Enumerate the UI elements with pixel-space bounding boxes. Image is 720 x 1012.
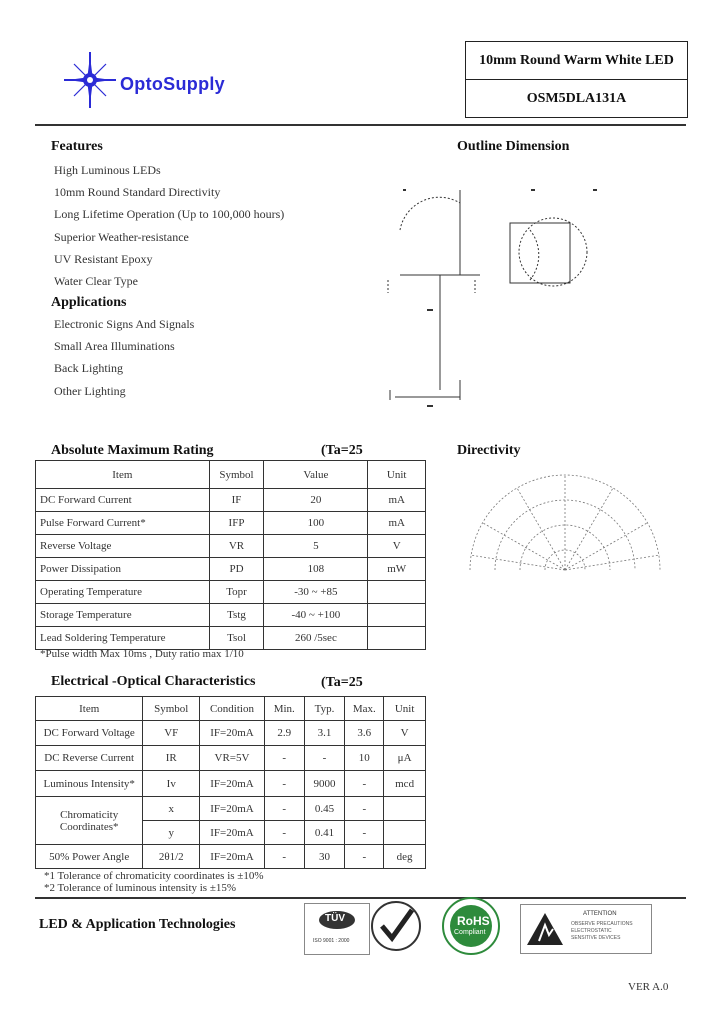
- cell: deg: [384, 845, 426, 869]
- feature-item: Water Clear Type: [54, 274, 138, 288]
- electro-note: *1 Tolerance of chromaticity coordinates is ±10%: [44, 870, 264, 882]
- cell: Pulse Forward Current*: [36, 512, 210, 535]
- directivity-heading: Directivity: [457, 443, 521, 458]
- cell: 2.9: [264, 721, 304, 746]
- column-header: Unit: [368, 461, 426, 489]
- esd-warning-icon: [525, 911, 565, 947]
- cell: [368, 604, 426, 627]
- application-item: Electronic Signs And Signals: [54, 317, 195, 331]
- table-row: [36, 581, 426, 604]
- cell: -30 ~ +85: [264, 581, 368, 604]
- cell: Tsol: [209, 627, 264, 650]
- column-header: Condition: [200, 697, 265, 721]
- cell: VR=5V: [200, 746, 265, 771]
- column-header: Symbol: [209, 461, 264, 489]
- column-header: Value: [264, 461, 368, 489]
- part-number: OSM5DLA131A: [466, 79, 687, 117]
- cell: IF=20mA: [200, 721, 265, 746]
- iso-text: ISO 9001 : 2000: [313, 938, 350, 944]
- cell: mcd: [384, 771, 426, 797]
- cell: 20: [264, 489, 368, 512]
- cell: Iv: [143, 771, 200, 797]
- cell: IR: [143, 746, 200, 771]
- tuv-text: TÜV: [325, 913, 345, 924]
- cell: -: [345, 771, 384, 797]
- feature-item: High Luminous LEDs: [54, 163, 161, 177]
- outline-drawing: [385, 185, 610, 415]
- column-header: Min.: [264, 697, 304, 721]
- chroma-label-line: Coordinates*: [59, 820, 119, 833]
- abs-max-heading: Absolute Maximum Rating: [51, 443, 214, 458]
- column-header: Unit: [384, 697, 426, 721]
- table-row: [36, 746, 426, 771]
- cell: 3.6: [345, 721, 384, 746]
- column-header: Item: [36, 461, 210, 489]
- table-row: [36, 604, 426, 627]
- cell: Lead Soldering Temperature: [36, 627, 210, 650]
- cell: 10: [345, 746, 384, 771]
- product-title: 10mm Round Warm White LED: [479, 52, 674, 68]
- cell: mA: [368, 512, 426, 535]
- cell: -: [345, 797, 384, 821]
- cell: -: [264, 746, 304, 771]
- version-label: VER A.0: [628, 981, 669, 993]
- cell: 30: [304, 845, 345, 869]
- cell: Storage Temperature: [36, 604, 210, 627]
- column-header: Typ.: [304, 697, 345, 721]
- cell: 0.45: [304, 797, 345, 821]
- cell: IFP: [209, 512, 264, 535]
- feature-item: UV Resistant Epoxy: [54, 252, 153, 266]
- cell: 2θ1/2: [143, 845, 200, 869]
- cell: Topr: [209, 581, 264, 604]
- cell: IF=20mA: [200, 845, 265, 869]
- cell: y: [143, 821, 200, 845]
- application-item: Other Lighting: [54, 384, 126, 398]
- brand-name: OptoSupply: [120, 74, 225, 94]
- electro-note: *2 Tolerance of luminous intensity is ±15%: [44, 882, 237, 894]
- cell: DC Forward Current: [36, 489, 210, 512]
- cell: μA: [384, 746, 426, 771]
- cell: -: [345, 845, 384, 869]
- chroma-label-line: Chromaticity: [60, 808, 119, 821]
- cell: [384, 821, 426, 845]
- attention-line: ELECTROSTATIC: [571, 928, 612, 934]
- cell: Operating Temperature: [36, 581, 210, 604]
- cell: V: [368, 535, 426, 558]
- cell: 100: [264, 512, 368, 535]
- tuv-iso-badge: [304, 903, 370, 955]
- cell: Reverse Voltage: [36, 535, 210, 558]
- abs-max-table: [35, 460, 426, 650]
- cell: VF: [143, 721, 200, 746]
- cell: DC Forward Voltage: [36, 721, 143, 746]
- cell: -: [264, 771, 304, 797]
- cell: x: [143, 797, 200, 821]
- cell: mA: [368, 489, 426, 512]
- applications-heading: Applications: [51, 295, 127, 310]
- feature-item: Superior Weather-resistance: [54, 230, 189, 244]
- cell: PD: [209, 558, 264, 581]
- table-row: [36, 512, 426, 535]
- feature-item: Long Lifetime Operation (Up to 100,000 hours): [54, 207, 285, 221]
- feature-item: 10mm Round Standard Directivity: [54, 185, 221, 199]
- electro-heading: Electrical -Optical Characteristics: [51, 674, 256, 689]
- cell: [368, 581, 426, 604]
- cell: -: [264, 797, 304, 821]
- company-name: LED & Application Technologies: [39, 917, 236, 932]
- esd-attention-label: [520, 904, 652, 954]
- checkmark-badge-icon: [370, 900, 422, 952]
- cell: -: [345, 821, 384, 845]
- cell: 5: [264, 535, 368, 558]
- table-row: [36, 489, 426, 512]
- rohs-text: RoHS: [457, 914, 490, 928]
- table-row: [36, 797, 426, 821]
- chroma-cell: [36, 797, 143, 845]
- cell: 9000: [304, 771, 345, 797]
- cell: -40 ~ +100: [264, 604, 368, 627]
- application-item: Small Area Illuminations: [54, 339, 175, 353]
- cell: VR: [209, 535, 264, 558]
- abs-max-condition: (Ta=25: [321, 443, 363, 458]
- cell: IF=20mA: [200, 797, 265, 821]
- header-divider: [35, 124, 686, 126]
- table-row: [36, 558, 426, 581]
- cell: DC Reverse Current: [36, 746, 143, 771]
- cell: [368, 627, 426, 650]
- rohs-sub-text: Compliant: [454, 929, 486, 936]
- table-row: [36, 627, 426, 650]
- cell: -: [304, 746, 345, 771]
- features-heading: Features: [51, 139, 103, 154]
- directivity-diagram: [465, 470, 665, 580]
- table-row: [36, 535, 426, 558]
- cell: IF=20mA: [200, 821, 265, 845]
- table-header-row: [36, 697, 426, 721]
- attention-line: OBSERVE PRECAUTIONS: [571, 921, 633, 927]
- application-item: Back Lighting: [54, 361, 123, 375]
- cell: V: [384, 721, 426, 746]
- cell: IF=20mA: [200, 771, 265, 797]
- title-box: [465, 41, 688, 118]
- table-row: [36, 845, 426, 869]
- cell: Luminous Intensity*: [36, 771, 143, 797]
- cell: 260 /5sec: [264, 627, 368, 650]
- cell: 0.41: [304, 821, 345, 845]
- attention-line: SENSITIVE DEVICES: [571, 935, 621, 941]
- cell: Tstg: [209, 604, 264, 627]
- column-header: Item: [36, 697, 143, 721]
- footer-divider: [35, 897, 686, 899]
- electro-condition: (Ta=25: [321, 675, 363, 690]
- abs-max-note: *Pulse width Max 10ms , Duty ratio max 1/10: [40, 648, 244, 660]
- cell: 108: [264, 558, 368, 581]
- electro-table: [35, 696, 426, 869]
- cell: -: [264, 845, 304, 869]
- column-header: Max.: [345, 697, 384, 721]
- cell: -: [264, 821, 304, 845]
- attention-title: ATTENTION: [583, 911, 617, 917]
- optosupply-logo-icon: [62, 50, 118, 110]
- cell: mW: [368, 558, 426, 581]
- cell: Power Dissipation: [36, 558, 210, 581]
- table-row: [36, 771, 426, 797]
- cell: IF: [209, 489, 264, 512]
- outline-heading: Outline Dimension: [457, 139, 570, 154]
- column-header: Symbol: [143, 697, 200, 721]
- cell: 3.1: [304, 721, 345, 746]
- cell: 50% Power Angle: [36, 845, 143, 869]
- table-row: [36, 721, 426, 746]
- cell: [384, 797, 426, 821]
- table-header-row: [36, 461, 426, 489]
